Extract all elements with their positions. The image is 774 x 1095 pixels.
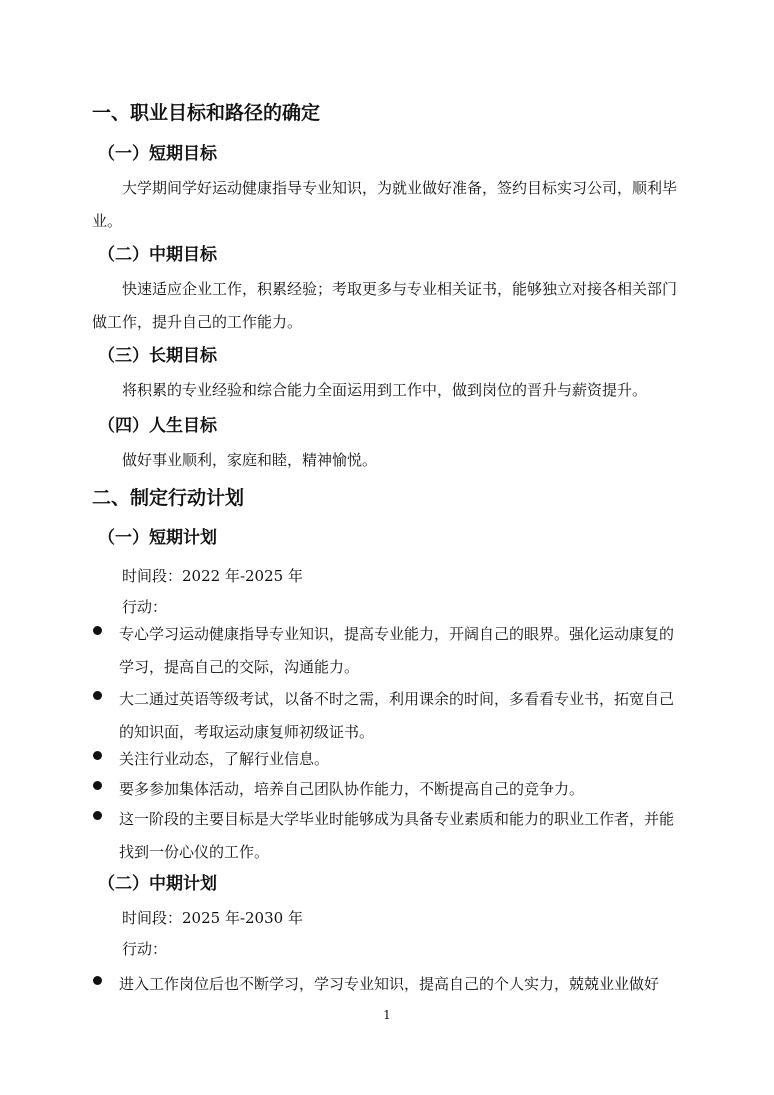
mid-plan-period: 时间段：2025 年-2030 年 (122, 909, 303, 927)
mid-goal-text: 快速适应企业工作，积累经验；考取更多与专业相关证书，能够独立对接各相关部门做工作，提升自己的工作能力。 (92, 280, 678, 331)
mid-goal-heading: （二）中期目标 (98, 245, 217, 265)
bullet-text: 专心学习运动健康指导专业知识，提高专业能力，开阔自己的眼界。强化运动康复的学习，提高自己的交际，沟通能力。 (119, 625, 675, 676)
short-goal-heading: （一）短期目标 (98, 144, 217, 164)
bullet-text: 进入工作岗位后也不断学习，学习专业知识，提高自己的个人实力，兢兢业业做好 (119, 975, 660, 993)
bullet-text: 要多参加集体活动，培养自己团队协作能力，不断提高自己的竞争力。 (119, 780, 585, 798)
bullet-dot-icon (93, 781, 102, 790)
bullet-dot-icon (93, 626, 102, 635)
short-plan-action-label: 行动： (122, 598, 168, 616)
short-plan-heading: （一）短期计划 (98, 528, 217, 548)
mid-plan-action-label: 行动： (122, 940, 168, 958)
section1-title: 一、职业目标和路径的确定 (92, 102, 321, 124)
long-goal-text: 将积累的专业经验和综合能力全面运用到工作中，做到岗位的晋升与薪资提升。 (122, 381, 648, 399)
short-goal-text: 大学期间学好运动健康指导专业知识，为就业做好准备，签约目标实习公司，顺利毕业。 (92, 179, 678, 230)
bullet-text: 这一阶段的主要目标是大学毕业时能够成为具备专业素质和能力的职业工作者，并能找到一份心仪的工作。 (119, 810, 675, 861)
long-goal-heading: （三）长期目标 (98, 346, 217, 366)
bullet-text: 大二通过英语等级考试，以备不时之需，利用课余的时间，多看看专业书，拓宽自己的知识面，考取运动康复师初级证书。 (119, 690, 675, 741)
life-goal-heading: （四）人生目标 (98, 416, 217, 436)
section2-title: 二、制定行动计划 (92, 487, 245, 509)
life-goal-text: 做好事业顺利，家庭和睦，精神愉悦。 (122, 451, 378, 469)
bullet-dot-icon (93, 811, 102, 820)
bullet-dot-icon (93, 976, 102, 985)
bullet-dot-icon (93, 691, 102, 700)
bullet-text: 关注行业动态，了解行业信息。 (119, 750, 330, 768)
mid-plan-heading: （二）中期计划 (98, 874, 217, 894)
short-plan-period: 时间段：2022 年-2025 年 (122, 567, 303, 585)
bullet-dot-icon (93, 751, 102, 760)
page-number: 1 (383, 1008, 391, 1022)
